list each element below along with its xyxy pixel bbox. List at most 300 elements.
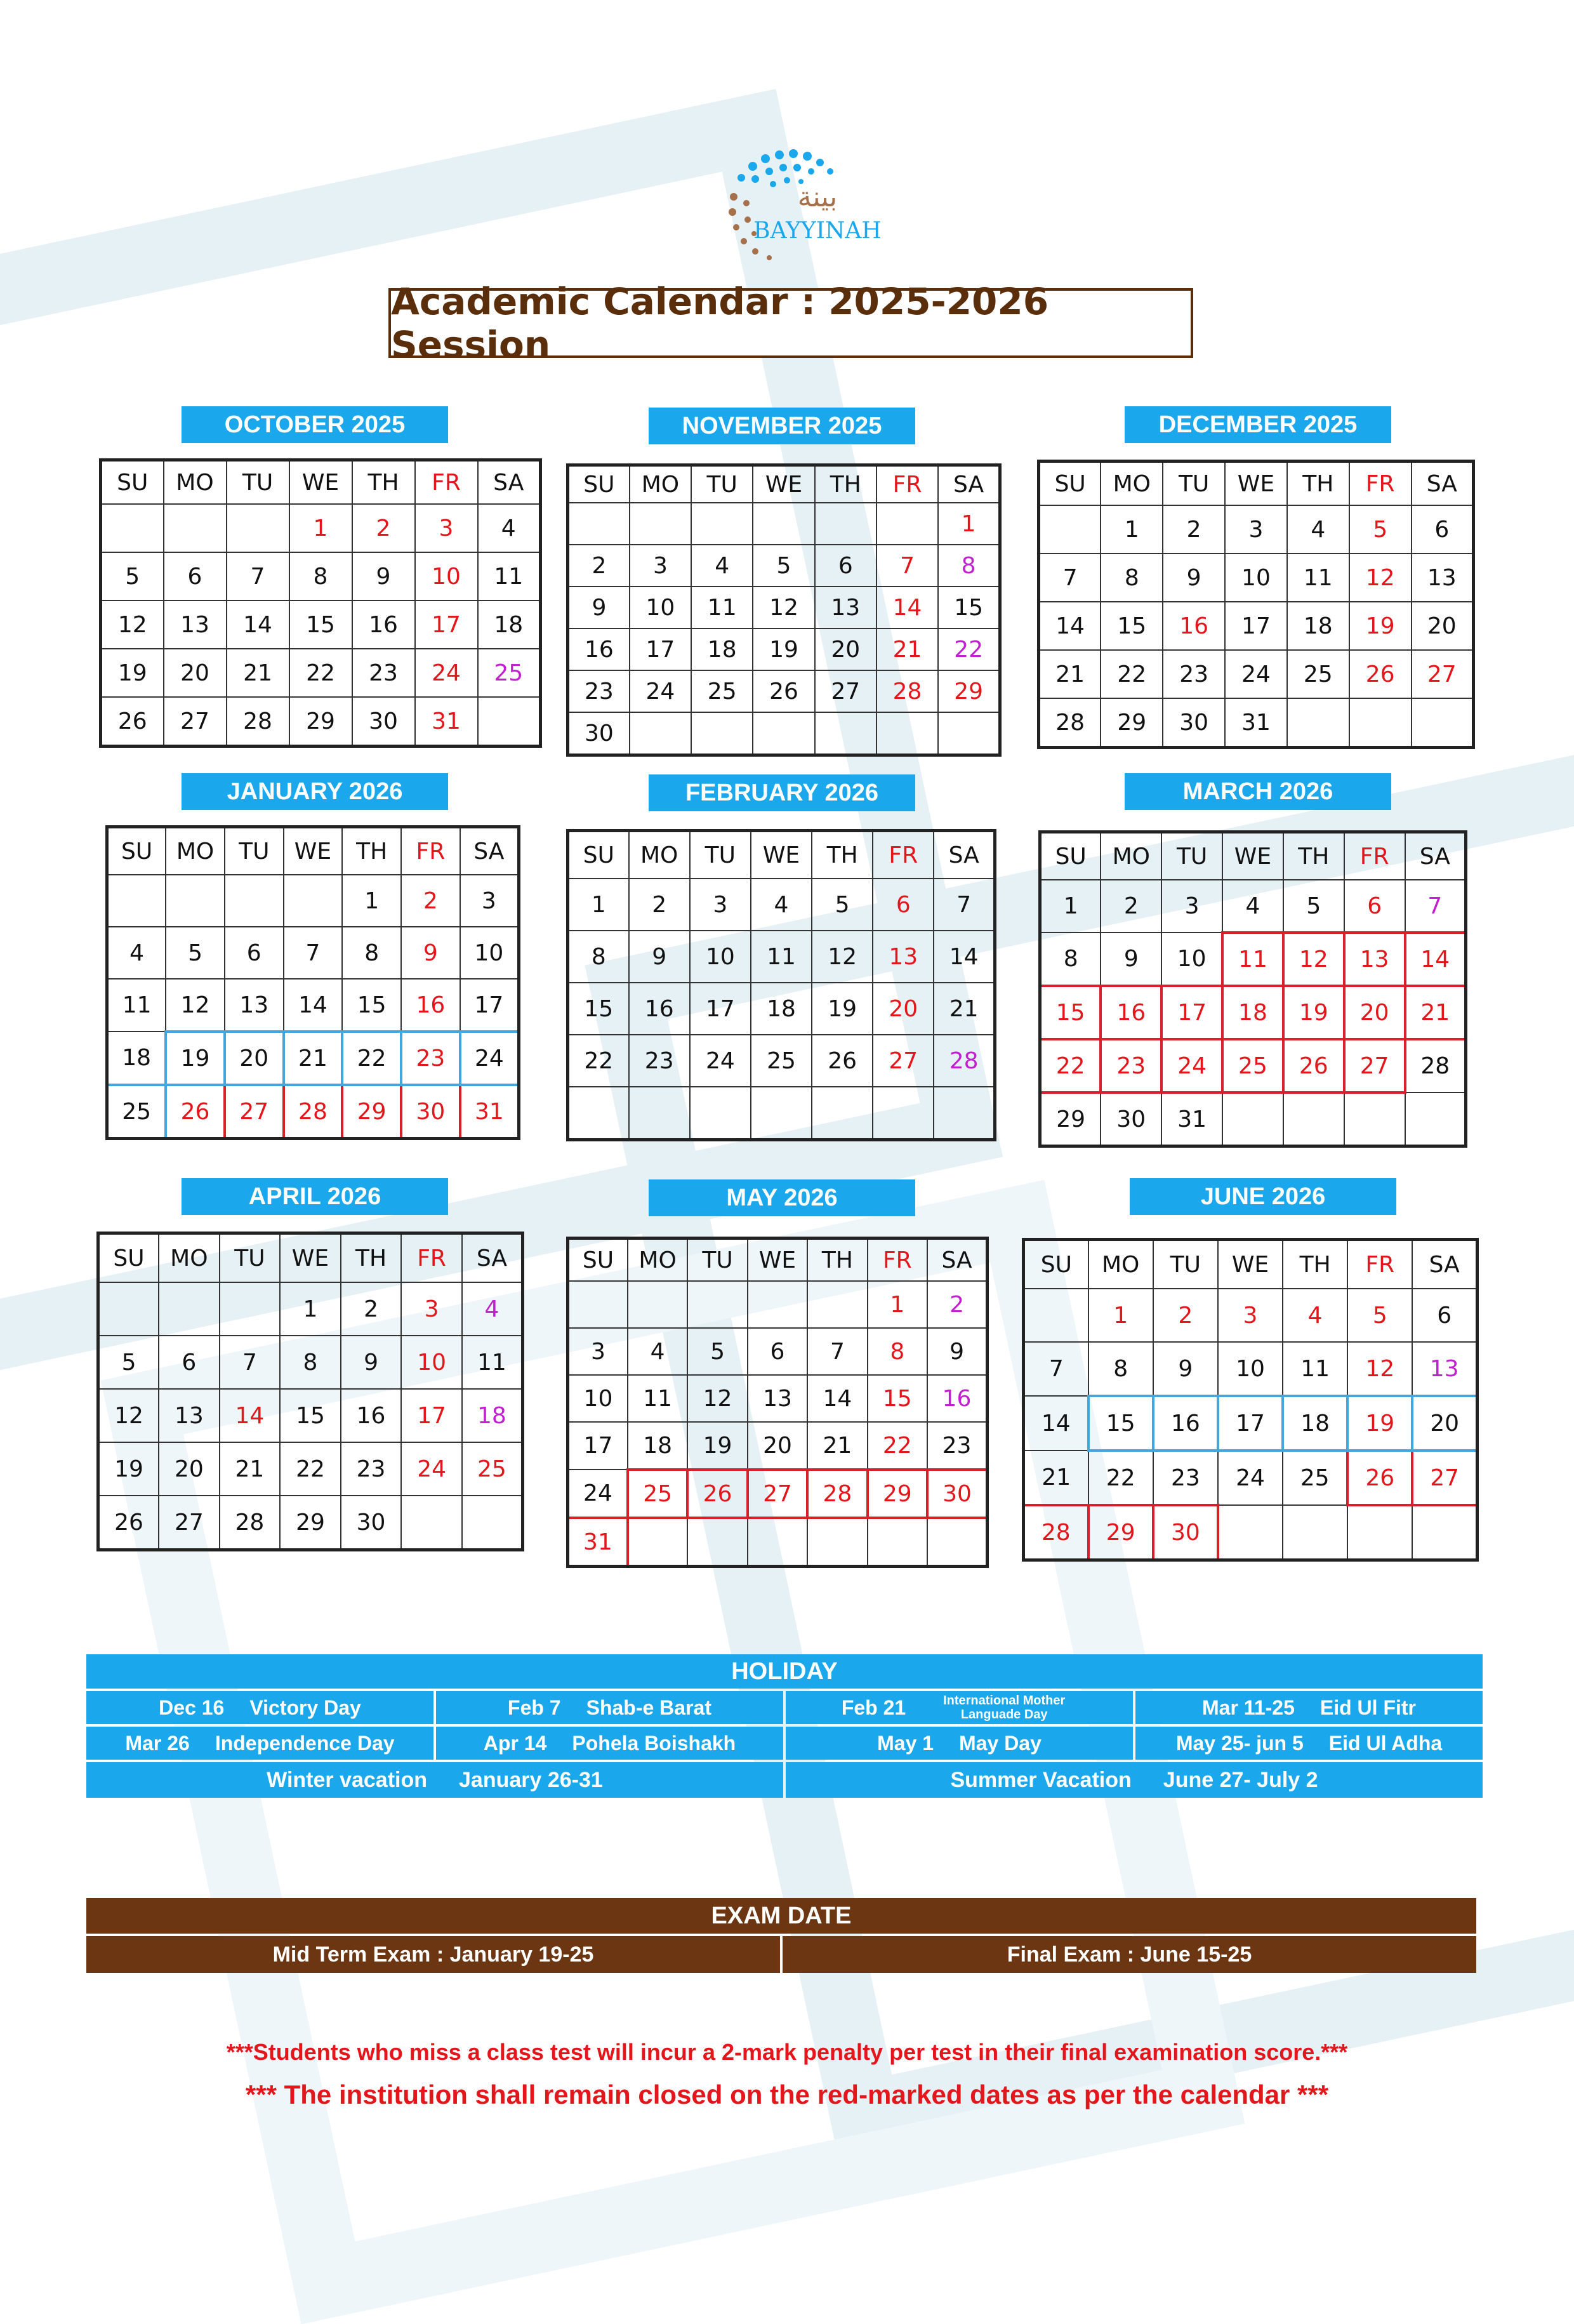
day-cell	[568, 1087, 629, 1140]
day-cell: 27	[815, 670, 876, 712]
day-cell	[1349, 698, 1412, 748]
day-cell: 11	[462, 1336, 523, 1389]
day-cell: 23	[1101, 1039, 1161, 1092]
day-cell: 10	[1161, 933, 1222, 986]
day-cell: 28	[876, 670, 938, 712]
weekday-header: TH	[812, 831, 873, 879]
day-cell: 21	[220, 1442, 281, 1496]
day-cell: 8	[1088, 1342, 1153, 1396]
day-cell: 31	[568, 1518, 628, 1567]
day-cell: 28	[1024, 1505, 1088, 1560]
holiday-item	[86, 1691, 433, 1724]
holiday-item	[786, 1691, 1133, 1724]
day-cell: 18	[751, 983, 812, 1035]
day-cell	[876, 503, 938, 545]
day-cell: 15	[289, 601, 352, 649]
day-cell: 17	[415, 601, 478, 649]
holiday-rows	[86, 1691, 1483, 1760]
day-cell	[568, 503, 630, 545]
day-cell	[1222, 1092, 1283, 1146]
month-calendar	[566, 1237, 989, 1568]
day-cell: 25	[691, 670, 753, 712]
day-cell: 3	[460, 875, 519, 927]
day-cell: 21	[1024, 1451, 1088, 1505]
day-cell	[690, 1087, 751, 1140]
day-cell: 5	[1349, 505, 1412, 554]
day-cell: 16	[1101, 986, 1161, 1039]
day-cell	[630, 503, 691, 545]
month-calendar	[566, 829, 996, 1141]
day-cell: 12	[1347, 1342, 1412, 1396]
day-cell: 16	[629, 983, 690, 1035]
day-cell	[753, 712, 814, 755]
day-cell: 26	[1349, 650, 1412, 698]
day-cell: 6	[1412, 1289, 1477, 1342]
day-cell	[401, 1496, 462, 1550]
day-cell: 25	[628, 1470, 687, 1518]
day-cell: 9	[629, 931, 690, 983]
day-cell: 30	[352, 697, 415, 747]
day-cell: 12	[1283, 933, 1344, 986]
day-cell: 11	[478, 552, 541, 601]
day-cell: 13	[159, 1389, 220, 1442]
weekday-header: SA	[1412, 1240, 1477, 1289]
day-cell: 4	[691, 545, 753, 587]
day-cell: 18	[107, 1032, 166, 1085]
day-cell: 8	[568, 931, 629, 983]
day-cell: 30	[1163, 698, 1225, 748]
holiday-name: Eid Ul Fitr	[1319, 1696, 1416, 1719]
day-cell: 13	[815, 587, 876, 628]
summer-vacation-date: June 27- July 2	[1163, 1767, 1318, 1792]
weekday-header: WE	[280, 1233, 341, 1283]
holiday-date: Apr 14	[483, 1731, 547, 1755]
day-cell: 7	[876, 545, 938, 587]
day-cell: 8	[280, 1336, 341, 1389]
day-cell: 3	[630, 545, 691, 587]
day-cell: 7	[284, 927, 343, 979]
holiday-section	[86, 1654, 1483, 1798]
day-cell: 8	[868, 1328, 927, 1375]
day-cell: 24	[1218, 1451, 1283, 1505]
day-cell: 25	[1287, 650, 1349, 698]
month-calendar	[99, 458, 542, 748]
day-cell: 5	[753, 545, 814, 587]
day-cell: 3	[1218, 1289, 1283, 1342]
day-cell: 3	[1161, 880, 1222, 933]
day-cell: 4	[478, 504, 541, 552]
month-title: JANUARY 2026	[182, 773, 448, 810]
day-cell	[807, 1281, 867, 1328]
month-title: JUNE 2026	[1130, 1178, 1396, 1215]
day-cell	[687, 1518, 747, 1567]
day-cell: 1	[289, 504, 352, 552]
holiday-item	[86, 1727, 433, 1760]
day-cell: 15	[280, 1389, 341, 1442]
day-cell: 6	[1412, 505, 1474, 554]
day-cell: 18	[691, 628, 753, 670]
day-cell: 13	[164, 601, 227, 649]
day-cell: 6	[873, 879, 934, 931]
weekday-header: MO	[630, 465, 691, 503]
logo-brand: BAYYINAH	[753, 218, 882, 244]
day-cell: 13	[225, 979, 284, 1032]
day-cell	[815, 503, 876, 545]
day-cell: 1	[868, 1281, 927, 1328]
day-cell: 24	[415, 649, 478, 697]
day-cell: 21	[1039, 650, 1101, 698]
day-cell	[98, 1282, 159, 1336]
day-cell: 16	[568, 628, 630, 670]
weekday-header: FR	[401, 827, 460, 875]
day-cell: 16	[401, 979, 460, 1032]
day-cell: 18	[478, 601, 541, 649]
weekday-header: TU	[687, 1238, 747, 1282]
day-cell: 7	[220, 1336, 281, 1389]
day-cell	[748, 1518, 807, 1567]
day-cell: 19	[98, 1442, 159, 1496]
bayyinah-logo	[703, 127, 894, 273]
closure-note: *** The institution shall remain closed on the red-marked dates as per the calendar ***	[245, 2080, 1329, 2109]
month-calendar	[1022, 1238, 1479, 1562]
day-cell: 23	[1153, 1451, 1218, 1505]
weekday-header: WE	[1225, 461, 1287, 506]
day-cell: 10	[1218, 1342, 1283, 1396]
day-cell: 25	[1222, 1039, 1283, 1092]
day-cell: 3	[401, 1282, 462, 1336]
day-cell: 5	[1283, 880, 1344, 933]
day-cell	[1347, 1505, 1412, 1560]
day-cell: 28	[284, 1085, 343, 1139]
day-cell: 20	[815, 628, 876, 670]
holiday-header: HOLIDAY	[86, 1654, 1483, 1689]
weekday-header: SU	[568, 1238, 628, 1282]
day-cell: 20	[1344, 986, 1405, 1039]
day-cell: 17	[1218, 1396, 1283, 1451]
day-cell	[938, 712, 1000, 755]
day-cell: 10	[401, 1336, 462, 1389]
day-cell: 17	[460, 979, 519, 1032]
day-cell: 23	[629, 1035, 690, 1087]
day-cell: 28	[220, 1496, 281, 1550]
weekday-header: SU	[568, 831, 629, 879]
day-cell: 24	[460, 1032, 519, 1085]
weekday-header: FR	[1347, 1240, 1412, 1289]
day-cell: 9	[1153, 1342, 1218, 1396]
day-cell: 11	[107, 979, 166, 1032]
day-cell	[812, 1087, 873, 1140]
day-cell: 5	[101, 552, 164, 601]
day-cell: 2	[1153, 1289, 1218, 1342]
weekday-header: TU	[1163, 461, 1225, 506]
day-cell: 1	[568, 879, 629, 931]
day-cell: 17	[1161, 986, 1222, 1039]
weekday-header: TU	[225, 827, 284, 875]
day-cell: 20	[748, 1422, 807, 1470]
weekday-header: SU	[1040, 832, 1101, 880]
day-cell: 15	[568, 983, 629, 1035]
day-cell: 8	[342, 927, 401, 979]
day-cell	[284, 875, 343, 927]
day-cell: 15	[1088, 1396, 1153, 1451]
weekday-header: SA	[478, 460, 541, 505]
day-cell: 16	[341, 1389, 402, 1442]
day-cell: 12	[687, 1375, 747, 1422]
day-cell: 14	[807, 1375, 867, 1422]
day-cell: 9	[352, 552, 415, 601]
day-cell: 31	[460, 1085, 519, 1139]
day-cell: 28	[934, 1035, 995, 1087]
day-cell: 19	[101, 649, 164, 697]
holiday-date: May 25- jun 5	[1175, 1731, 1304, 1755]
day-cell: 28	[1039, 698, 1101, 748]
day-cell: 27	[873, 1035, 934, 1087]
day-cell: 27	[164, 697, 227, 747]
weekday-header: TH	[341, 1233, 402, 1283]
weekday-header: SU	[101, 460, 164, 505]
day-cell: 12	[753, 587, 814, 628]
day-cell: 2	[341, 1282, 402, 1336]
day-cell: 30	[927, 1470, 987, 1518]
day-cell: 3	[690, 879, 751, 931]
day-cell: 29	[280, 1496, 341, 1550]
day-cell: 13	[1412, 554, 1474, 602]
day-cell: 22	[289, 649, 352, 697]
day-cell	[1218, 1505, 1283, 1560]
weekday-header: TU	[220, 1233, 281, 1283]
day-cell	[691, 712, 753, 755]
day-cell: 26	[753, 670, 814, 712]
day-cell: 28	[227, 697, 289, 747]
month-title: DECEMBER 2025	[1125, 406, 1391, 443]
day-cell	[691, 503, 753, 545]
day-cell: 9	[341, 1336, 402, 1389]
weekday-header: TU	[690, 831, 751, 879]
day-cell: 15	[1040, 986, 1101, 1039]
day-cell: 10	[568, 1375, 628, 1422]
day-cell: 2	[1163, 505, 1225, 554]
day-cell: 26	[687, 1470, 747, 1518]
day-cell	[934, 1087, 995, 1140]
day-cell: 19	[687, 1422, 747, 1470]
day-cell	[807, 1518, 867, 1567]
day-cell: 2	[352, 504, 415, 552]
day-cell: 22	[1101, 650, 1163, 698]
day-cell: 6	[164, 552, 227, 601]
day-cell: 7	[1405, 880, 1466, 933]
winter-vacation-date: January 26-31	[459, 1767, 603, 1792]
day-cell: 10	[630, 587, 691, 628]
day-cell: 14	[227, 601, 289, 649]
weekday-header: SA	[938, 465, 1000, 503]
day-cell: 4	[1222, 880, 1283, 933]
day-cell: 27	[748, 1470, 807, 1518]
weekday-header: SA	[1405, 832, 1466, 880]
day-cell: 25	[107, 1085, 166, 1139]
day-cell: 10	[690, 931, 751, 983]
penalty-note: ***Students who miss a class test will incur a 2-mark penalty per test in their final examination score.***	[226, 2039, 1348, 2065]
day-cell: 12	[1349, 554, 1412, 602]
day-cell: 27	[225, 1085, 284, 1139]
day-cell: 9	[568, 587, 630, 628]
day-cell: 22	[280, 1442, 341, 1496]
day-cell: 26	[98, 1496, 159, 1550]
day-cell: 29	[1040, 1092, 1101, 1146]
weekday-header: FR	[401, 1233, 462, 1283]
day-cell: 20	[873, 983, 934, 1035]
day-cell: 17	[690, 983, 751, 1035]
weekday-header: TU	[227, 460, 289, 505]
day-cell: 26	[166, 1085, 225, 1139]
day-cell	[873, 1087, 934, 1140]
day-cell: 18	[1287, 602, 1349, 650]
day-cell: 1	[1088, 1289, 1153, 1342]
month-title: MARCH 2026	[1125, 773, 1391, 810]
weekday-header: MO	[164, 460, 227, 505]
page-title: Academic Calendar : 2025-2026 Session	[388, 288, 1193, 358]
day-cell	[101, 504, 164, 552]
day-cell: 2	[401, 875, 460, 927]
weekday-header: FR	[868, 1238, 927, 1282]
day-cell: 5	[687, 1328, 747, 1375]
day-cell: 13	[748, 1375, 807, 1422]
weekday-header: FR	[1344, 832, 1405, 880]
weekday-header: MO	[629, 831, 690, 879]
day-cell: 8	[289, 552, 352, 601]
day-cell: 29	[868, 1470, 927, 1518]
holiday-name: Shab-e Barat	[586, 1696, 711, 1719]
holiday-name: Eid Ul Adha	[1328, 1731, 1443, 1755]
weekday-header: TH	[342, 827, 401, 875]
month-title: APRIL 2026	[182, 1178, 448, 1215]
holiday-name: Victory Day	[249, 1696, 361, 1719]
weekday-header: TH	[807, 1238, 867, 1282]
day-cell: 29	[1088, 1505, 1153, 1560]
month-title: FEBRUARY 2026	[649, 774, 915, 811]
day-cell: 26	[812, 1035, 873, 1087]
month-title: NOVEMBER 2025	[649, 408, 915, 444]
day-cell	[1412, 698, 1474, 748]
day-cell: 17	[401, 1389, 462, 1442]
month-calendar	[566, 463, 1002, 757]
summer-vacation-label: Summer Vacation	[950, 1767, 1132, 1792]
holiday-date: May 1	[877, 1731, 934, 1755]
day-cell: 7	[934, 879, 995, 931]
day-cell: 17	[1225, 602, 1287, 650]
day-cell	[478, 697, 541, 747]
day-cell: 19	[812, 983, 873, 1035]
holiday-date: Mar 11-25	[1202, 1696, 1295, 1719]
day-cell: 4	[462, 1282, 523, 1336]
day-cell: 12	[812, 931, 873, 983]
day-cell: 19	[753, 628, 814, 670]
day-cell: 7	[227, 552, 289, 601]
weekday-header: MO	[159, 1233, 220, 1283]
weekday-header: MO	[1101, 832, 1161, 880]
day-cell: 4	[751, 879, 812, 931]
day-cell: 15	[868, 1375, 927, 1422]
day-cell: 5	[166, 927, 225, 979]
holiday-item	[1135, 1727, 1483, 1760]
day-cell: 18	[462, 1389, 523, 1442]
day-cell: 25	[751, 1035, 812, 1087]
month-title: OCTOBER 2025	[182, 406, 448, 443]
day-cell: 29	[1101, 698, 1163, 748]
day-cell: 14	[1024, 1396, 1088, 1451]
day-cell: 3	[415, 504, 478, 552]
day-cell: 9	[401, 927, 460, 979]
day-cell	[225, 875, 284, 927]
weekday-header: TH	[1283, 1240, 1347, 1289]
holiday-date: Mar 26	[125, 1731, 190, 1755]
day-cell: 20	[164, 649, 227, 697]
day-cell	[166, 875, 225, 927]
day-cell: 9	[927, 1328, 987, 1375]
day-cell	[630, 712, 691, 755]
day-cell: 11	[751, 931, 812, 983]
day-cell: 16	[352, 601, 415, 649]
day-cell: 17	[568, 1422, 628, 1470]
weekday-header: MO	[1088, 1240, 1153, 1289]
weekday-header: TH	[815, 465, 876, 503]
day-cell: 15	[342, 979, 401, 1032]
day-cell: 10	[1225, 554, 1287, 602]
day-cell: 24	[1161, 1039, 1222, 1092]
day-cell: 27	[1344, 1039, 1405, 1092]
day-cell: 8	[1040, 933, 1101, 986]
day-cell: 21	[934, 983, 995, 1035]
day-cell: 5	[812, 879, 873, 931]
day-cell	[753, 503, 814, 545]
weekday-header: SA	[1412, 461, 1474, 506]
day-cell: 9	[1163, 554, 1225, 602]
day-cell: 14	[220, 1389, 281, 1442]
weekday-header: WE	[289, 460, 352, 505]
holiday-name: Independence Day	[215, 1731, 395, 1755]
day-cell	[628, 1281, 687, 1328]
day-cell: 18	[1283, 1396, 1347, 1451]
day-cell	[107, 875, 166, 927]
day-cell: 23	[568, 670, 630, 712]
month-calendar	[105, 825, 520, 1140]
holiday-name: May Day	[959, 1731, 1042, 1755]
holiday-date: Dec 16	[159, 1696, 225, 1719]
day-cell: 2	[927, 1281, 987, 1328]
day-cell	[164, 504, 227, 552]
weekday-header: WE	[751, 831, 812, 879]
weekday-header: SU	[98, 1233, 159, 1283]
day-cell: 13	[1344, 933, 1405, 986]
day-cell: 21	[807, 1422, 867, 1470]
day-cell: 21	[876, 628, 938, 670]
day-cell: 10	[460, 927, 519, 979]
day-cell: 14	[1405, 933, 1466, 986]
holiday-name: Pohela Boishakh	[572, 1731, 736, 1755]
day-cell: 20	[1412, 1396, 1477, 1451]
day-cell: 7	[1024, 1342, 1088, 1396]
day-cell	[629, 1087, 690, 1140]
day-cell: 22	[868, 1422, 927, 1470]
day-cell: 11	[1287, 554, 1349, 602]
summer-vacation	[786, 1762, 1483, 1798]
day-cell: 4	[1283, 1289, 1347, 1342]
holiday-item	[436, 1727, 783, 1760]
weekday-header: SU	[568, 465, 630, 503]
day-cell: 30	[568, 712, 630, 755]
logo-arabic: بينة	[797, 181, 838, 213]
day-cell	[1283, 1505, 1347, 1560]
day-cell	[1344, 1092, 1405, 1146]
